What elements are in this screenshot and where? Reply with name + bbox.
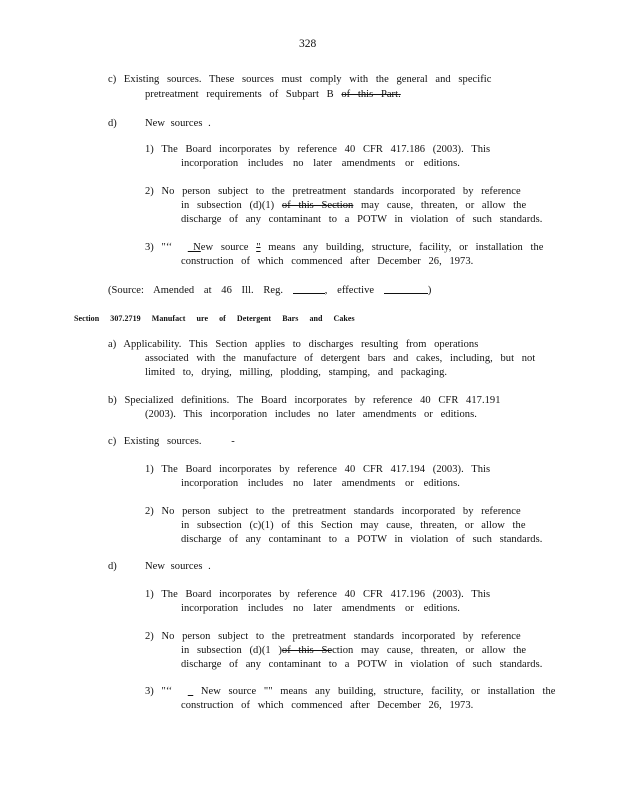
source-note-text: (Source: Amended at 46 Ill. Reg. [108,285,284,296]
deleted-text: of this Part [341,89,399,100]
blank-register-line [293,283,325,294]
deleted-quote: " [256,242,261,253]
existing-sources-line-2 [145,88,401,101]
item-2-line-2 [181,199,526,212]
c-item-2-line-3: discharge of any contaminant to a POTW in violation of such standards. [181,534,543,545]
item-2-line-1: 2) No person subject to the pretreatment standards incorporated by reference [145,186,521,197]
c-item-1-line-1: 1) The Board incorporates by reference 40 CFR 417.194 (2003). This [145,464,491,475]
subsection-title-new-sources: New sources . [145,118,211,129]
applicability-line-2: associated with the manufacture of detergent bars and cakes, including, but not [145,353,536,364]
item-2-text-cont: may cause, threaten, or allow the [361,200,527,211]
item-3-text-cont: means any building, structure, facility, or installation the [268,242,544,253]
item-3-marker: 3) "‘‘ [145,242,173,253]
stray-dash: - [231,436,235,447]
applicability-line-3: limited to, drying, milling, plodding, stamping, and packaging. [145,367,448,378]
existing-sources-heading-text: c) Existing sources. [108,436,202,447]
deleted-text: of this Section [281,200,354,211]
inserted-text: _ [187,686,194,697]
page-number: 328 [299,38,317,50]
d-item-2-line-1: 2) No person subject to the pretreatment standards incorporated by reference [145,631,521,642]
definitions-line-1: b) Specialized definitions. The Board incorporates by reference 40 CFR 417.191 [108,395,501,406]
source-note-close: ) [427,285,432,296]
item-3-line-2: construction of which commenced after December 26, 1973. [181,256,474,267]
item-2-line-3: discharge of any contaminant to a POTW in violation of such standards. [181,214,543,225]
c-item-2-line-2: in subsection (c)(1) of this Section may cause, threaten, or allow the [181,520,526,531]
subsection-label-d: d) [108,118,117,129]
subsection-label-d: d) [108,561,117,572]
section-heading: Section 307.2719 Manufact ure of Detergent Bars and Cakes [74,314,355,323]
deleted-text: of this Se [281,645,333,656]
item-3-line-1 [145,241,544,254]
existing-sources-heading [108,435,235,448]
item-2-text: in subsection (d)(1) [181,200,275,211]
inserted-text: _N [187,242,201,253]
d-item-3-text: New source "" means any building, structure, facility, or installation the [200,686,556,697]
d-item-3-line-1 [145,685,556,698]
item-3-text: ew source [200,242,249,253]
existing-sources-text: pretreatment requirements of Subpart B [145,89,334,100]
definitions-line-2: (2003). This incorporation includes no later amendments or editions. [145,409,477,420]
existing-sources-line-1: c) Existing sources. These sources must comply with the general and specific [108,74,492,85]
blank-effective-date [384,283,428,294]
d-item-3-marker: 3) "‘‘ [145,686,173,697]
subsection-title-new-sources: New sources . [145,561,211,572]
deleted-period: . [398,89,401,100]
d-item-2-line-3: discharge of any contaminant to a POTW in violation of such standards. [181,659,543,670]
c-item-1-line-2: incorporation includes no later amendments or editions. [181,478,460,489]
d-item-1-line-1: 1) The Board incorporates by reference 40 CFR 417.196 (2003). This [145,589,491,600]
c-item-2-line-1: 2) No person subject to the pretreatment standards incorporated by reference [145,506,521,517]
source-note [108,283,431,297]
d-item-3-line-2: construction of which commenced after December 26, 1973. [181,700,474,711]
applicability-line-1: a) Applicability. This Section applies to discharges resulting from operations [108,339,479,350]
d-item-1-line-2: incorporation includes no later amendments or editions. [181,603,460,614]
source-note-effective: , effective [324,285,375,296]
d-item-2-line-2 [181,644,526,657]
d-item-2-text: in subsection (d)(1 ) [181,645,282,656]
item-1-line-1: 1) The Board incorporates by reference 40 CFR 417.186 (2003). This [145,144,491,155]
item-1-line-2: incorporation includes no later amendments or editions. [181,158,460,169]
d-item-2-text-cont: ction may cause, threaten, or allow the [332,645,527,656]
